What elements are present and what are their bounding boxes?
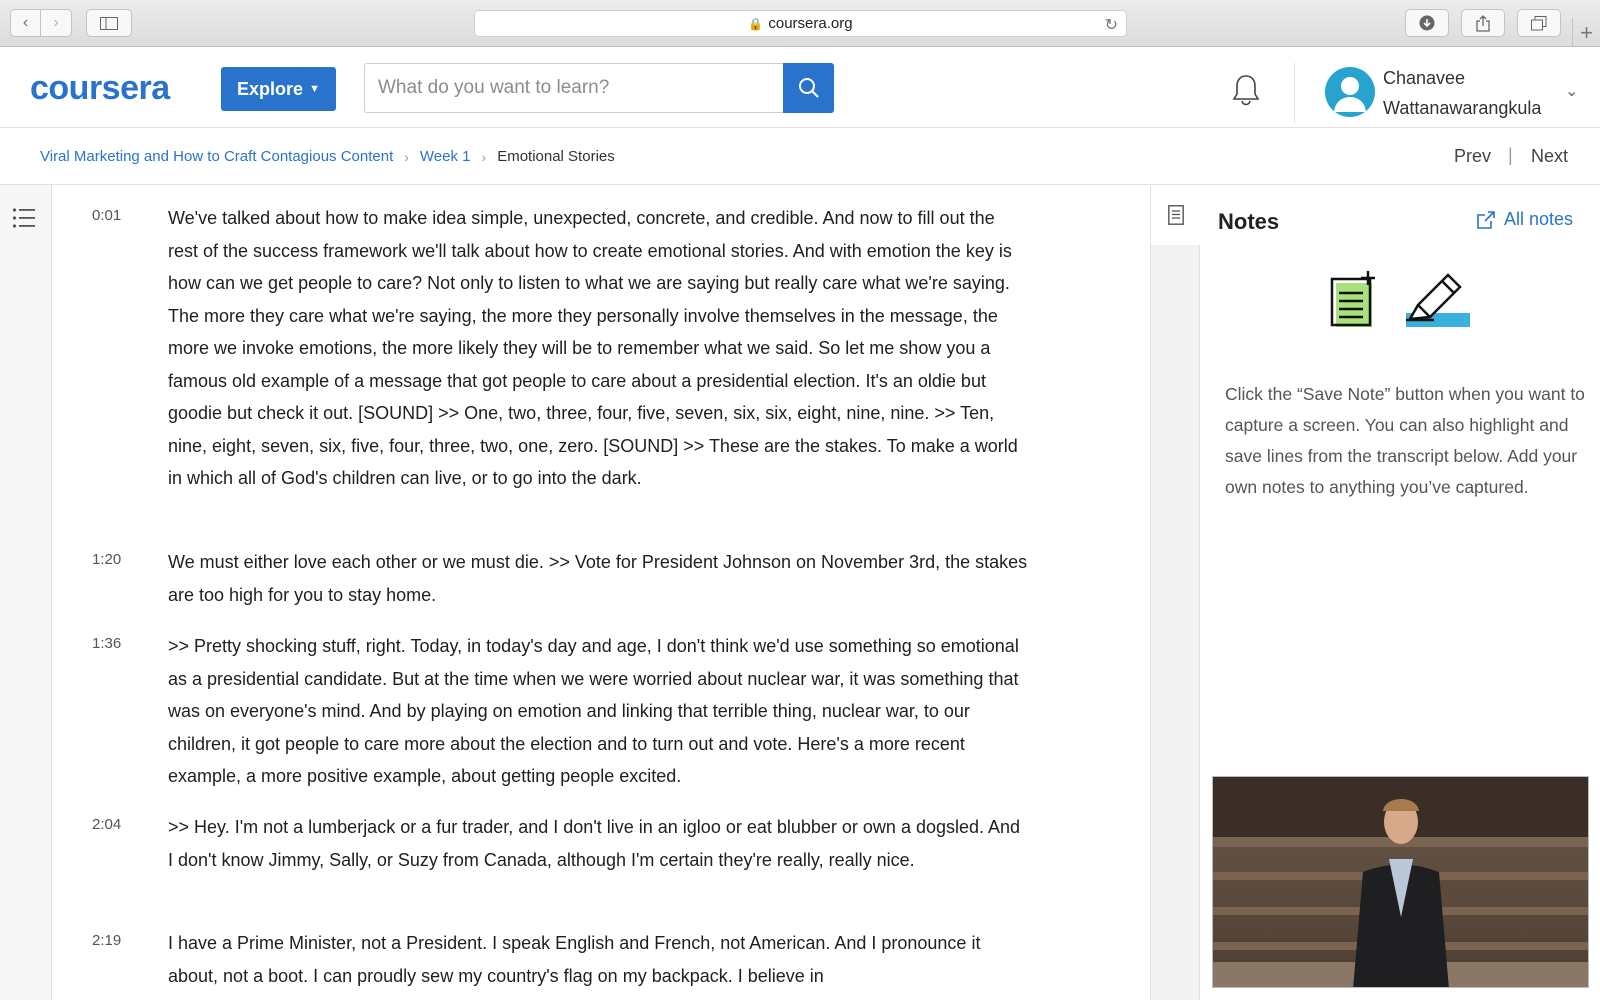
url-text: coursera.org: [768, 15, 853, 32]
highlight-icon: [1404, 271, 1470, 329]
search-icon: [798, 77, 820, 99]
search-button[interactable]: [783, 63, 834, 113]
site-header: [0, 47, 1600, 128]
all-notes-link[interactable]: [1476, 209, 1573, 230]
browser-actions: [1405, 9, 1561, 37]
notes-title: Notes: [1218, 209, 1280, 234]
notes-tab-icon[interactable]: [1151, 185, 1200, 245]
search-input[interactable]: What do you want to learn?: [364, 63, 784, 113]
transcript: [52, 185, 1150, 1000]
chevron-right-icon: ›: [481, 148, 487, 165]
forward-icon[interactable]: ›: [41, 9, 72, 37]
timestamp[interactable]: 2:19: [92, 932, 122, 949]
timestamp[interactable]: 1:20: [92, 551, 122, 568]
back-icon[interactable]: ‹: [10, 9, 41, 37]
add-note-icon: [1330, 271, 1376, 329]
timestamp[interactable]: 2:04: [92, 816, 122, 833]
video-frame: [1213, 777, 1589, 988]
header-divider: [1294, 63, 1295, 123]
bell-icon[interactable]: [1230, 73, 1262, 112]
explore-button[interactable]: [221, 67, 336, 111]
all-notes-label: All notes: [1504, 209, 1574, 229]
video-player[interactable]: [1212, 776, 1589, 988]
external-link-icon: [1476, 210, 1496, 230]
explore-label: Explore: [237, 78, 304, 99]
toc-icon[interactable]: [12, 207, 36, 234]
tabs-icon[interactable]: [1517, 9, 1561, 37]
left-rail: [0, 185, 52, 1000]
breadcrumb-course[interactable]: Viral Marketing and How to Craft Contagious Content: [40, 148, 394, 165]
transcript-text[interactable]: >> Pretty shocking stuff, right. Today, in today's day and age, I don't think we'd use something so emotional as a presidential candidate. But at the time when we were worried about nuclear war, it was something that was on everyone's mind. And by playing on emotion and linking that terrible thing, nuclear war, to our children, it got people to care more about the election and to turn out and vote. Here's a more recent example, a more positive example, about getting people excited.: [168, 636, 1019, 786]
lock-icon: 🔒: [748, 16, 764, 31]
chevron-right-icon: ›: [404, 148, 409, 165]
next-link[interactable]: Next: [1531, 146, 1569, 166]
breadcrumb-current: Emotional Stories: [497, 148, 615, 165]
user-last-name: Wattanawarangkula: [1383, 98, 1542, 118]
user-name[interactable]: [1383, 63, 1541, 123]
user-first-name: Chanavee: [1383, 68, 1466, 88]
prev-link[interactable]: Prev: [1454, 146, 1492, 166]
user-icon[interactable]: [1325, 67, 1375, 117]
browser-toolbar: [0, 0, 1600, 47]
transcript-text[interactable]: >> Hey. I'm not a lumberjack or a fur trader, and I don't live in an igloo or eat blubber or own a dogsled. And I don't know Jimmy, Sally, or Suzy from Canada, although I'm certain they're really, really nice.: [168, 817, 1021, 870]
transcript-text[interactable]: We've talked about how to make idea simple, unexpected, concrete, and credible. And now to fill out the rest of the success framework we'll talk about how to create emotional stories. And with emotion the key is how can we get people to care? Not only to listen to what we are saying but really care what we're saying. The more they care what we're saying, the more they personally involve themselves in the message, the more we invoke emotions, the more likely they will be to remember what we said. So let me show you a famous old example of a message that got people to care about a presidential election. It's an oldie but goodie but check it out. [SOUND] >> One, two, three, four, five, seven, six, six, eight, nine, nine. >> Ten, nine, eight, seven, six, five, four, three, two, one, zero. [SOUND] >> These are the stakes. To make a world in which all of God's children can live, or to go into the dark.: [168, 208, 1018, 488]
breadcrumb-week[interactable]: Week 1: [419, 148, 471, 165]
address-bar[interactable]: [474, 10, 1127, 37]
timestamp[interactable]: 1:36: [92, 635, 122, 652]
note-illustrations: [1330, 271, 1470, 329]
download-icon[interactable]: [1405, 9, 1449, 37]
notes-help-text: Click the “Save Note” button when you want to capture a screen. You can also highlight and save lines from the transcript below. Add your own notes to anything you’ve captured.: [1225, 384, 1585, 497]
transcript-text[interactable]: We must either love each other or we must die. >> Vote for President Johnson on November 3rd, the stakes are too high for you to stay home.: [168, 552, 1028, 605]
sidebar-icon[interactable]: [86, 9, 132, 37]
chevron-down-icon: ▼: [309, 83, 320, 95]
coursera-logo[interactable]: coursera: [30, 69, 170, 107]
timestamp[interactable]: 0:01: [92, 207, 122, 224]
chevron-down-icon[interactable]: ⌄: [1565, 83, 1579, 100]
share-icon[interactable]: [1461, 9, 1505, 37]
notes-tab-strip: [1150, 185, 1200, 1000]
transcript-text[interactable]: I have a Prime Minister, not a President. I speak English and French, not American. And I pronounce it about, not a boot. I can proudly sew my country's flag on my backpack. I believe in: [168, 933, 981, 986]
breadcrumb: [40, 148, 615, 165]
prev-next-divider: |: [1508, 145, 1513, 165]
browser-nav: [10, 9, 72, 37]
new-tab-icon[interactable]: +: [1572, 18, 1600, 47]
reload-icon[interactable]: ↻: [1104, 17, 1118, 34]
breadcrumb-bar: [0, 128, 1600, 185]
